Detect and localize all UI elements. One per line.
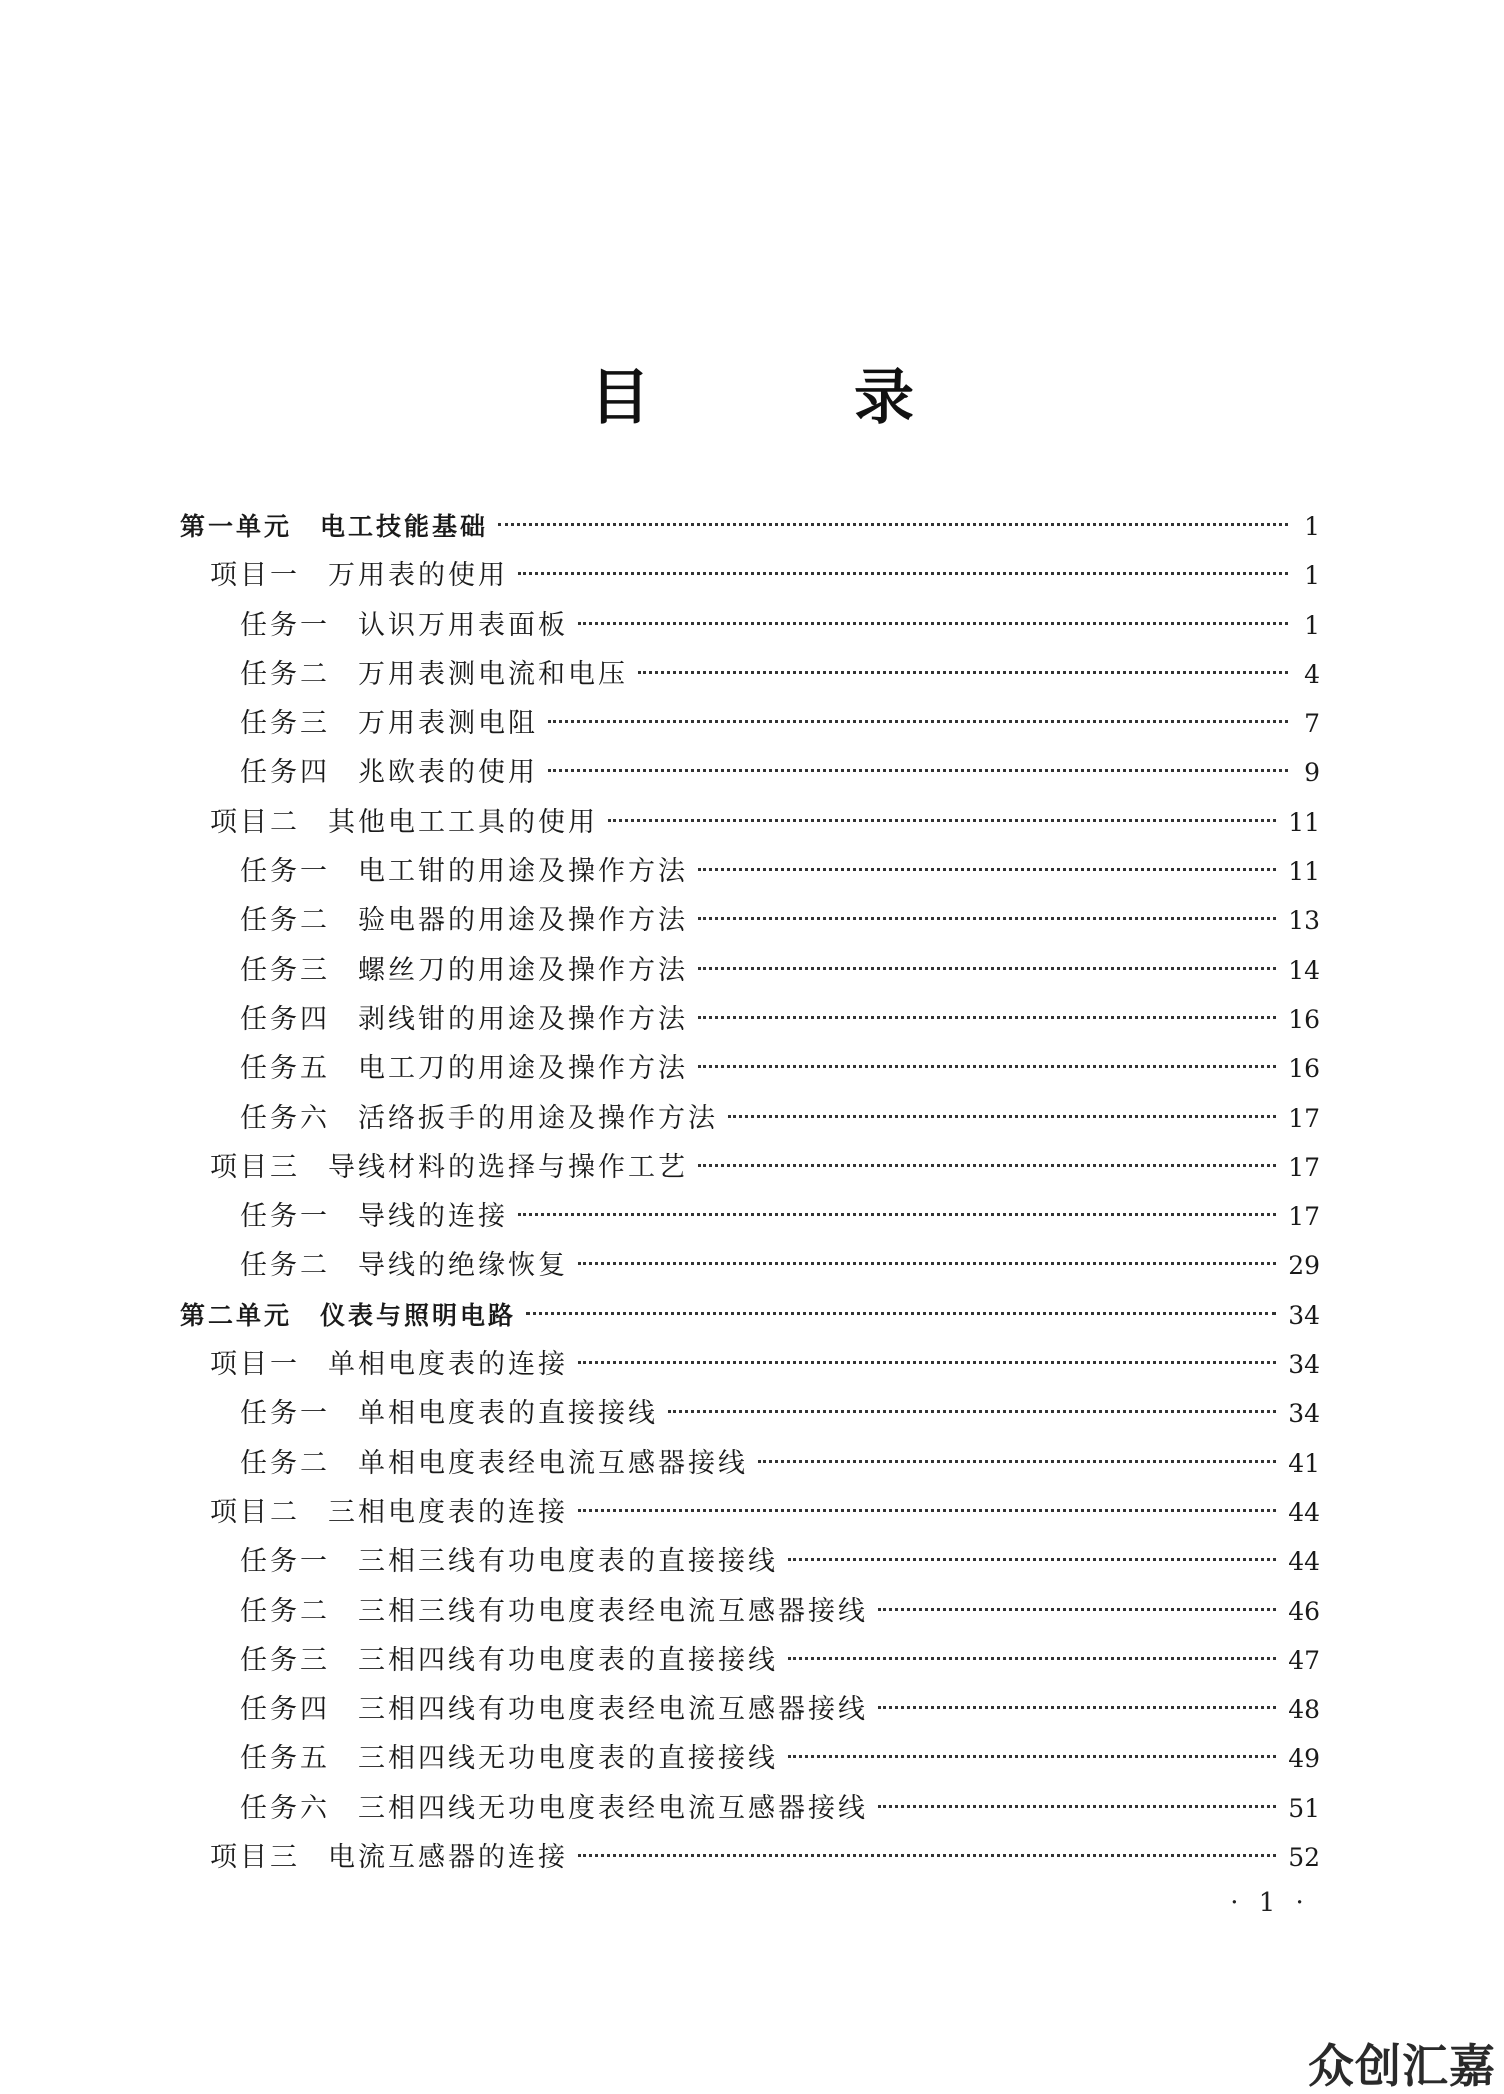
- page-title: 目 录: [590, 363, 986, 434]
- dot-leader: [498, 523, 1288, 526]
- toc-entry-label: 任务一: [240, 1546, 330, 1578]
- dot-leader: [578, 1509, 1276, 1512]
- toc-entry-page: 34: [1288, 1399, 1320, 1429]
- toc-entry-label: 任务二: [240, 905, 330, 937]
- toc-project-row[interactable]: [180, 551, 1320, 600]
- dot-leader: [608, 819, 1276, 822]
- toc-entry-label: 任务四: [240, 1003, 330, 1035]
- toc-entry-title: 兆欧表的使用: [358, 757, 538, 789]
- toc-task-row[interactable]: [180, 1734, 1320, 1783]
- toc-entry-title: 导线的绝缘恢复: [358, 1250, 568, 1282]
- dot-leader: [788, 1657, 1276, 1660]
- toc-entry-label: 任务一: [240, 1201, 330, 1233]
- toc-entry-page: 44: [1288, 1497, 1320, 1527]
- toc-entry-page: 51: [1288, 1793, 1320, 1823]
- toc-entry-label: 项目一: [210, 1349, 300, 1381]
- toc-task-row[interactable]: [180, 1094, 1320, 1143]
- dot-leader: [878, 1805, 1276, 1808]
- toc-entry-page: 29: [1288, 1251, 1320, 1281]
- toc-entry-page: 1: [1304, 610, 1320, 640]
- table-of-contents: [180, 502, 1320, 1882]
- toc-entry-label: 任务三: [240, 1644, 330, 1676]
- toc-entry-title: 单相电度表的连接: [328, 1349, 568, 1381]
- toc-entry-label: 项目一: [210, 560, 300, 592]
- toc-entry-title: 三相三线有功电度表经电流互感器接线: [358, 1595, 868, 1627]
- page-number: · 1 ·: [1230, 1888, 1310, 1918]
- toc-entry-title: 认识万用表面板: [358, 609, 568, 641]
- toc-task-row[interactable]: [180, 995, 1320, 1044]
- toc-entry-label: 任务四: [240, 757, 330, 789]
- toc-entry-title: 剥线钳的用途及操作方法: [358, 1003, 688, 1035]
- toc-entry-page: 17: [1288, 1103, 1320, 1133]
- toc-entry-page: 16: [1288, 1004, 1320, 1034]
- toc-task-row[interactable]: [180, 946, 1320, 995]
- toc-entry-page: 14: [1288, 955, 1320, 985]
- toc-entry-page: 52: [1288, 1843, 1320, 1873]
- toc-entry-title: 三相四线无功电度表经电流互感器接线: [358, 1792, 868, 1824]
- toc-task-row[interactable]: [180, 1587, 1320, 1636]
- toc-entry-title: 单相电度表的直接接线: [358, 1398, 658, 1430]
- toc-entry-title: 螺丝刀的用途及操作方法: [358, 954, 688, 986]
- toc-entry-label: 项目三: [210, 1151, 300, 1183]
- toc-entry-title: 电工钳的用途及操作方法: [358, 856, 688, 888]
- dot-leader: [578, 1854, 1276, 1857]
- toc-entry-title: 三相四线有功电度表经电流互感器接线: [358, 1694, 868, 1726]
- toc-entry-page: 13: [1288, 906, 1320, 936]
- toc-task-row[interactable]: [180, 896, 1320, 945]
- toc-entry-label: 任务三: [240, 954, 330, 986]
- toc-entry-title: 万用表测电流和电压: [358, 658, 628, 690]
- toc-entry-title: 三相三线有功电度表的直接接线: [358, 1546, 778, 1578]
- toc-entry-title: 活络扳手的用途及操作方法: [358, 1102, 718, 1134]
- toc-entry-title: 电工技能基础: [320, 512, 489, 541]
- dot-leader: [698, 1016, 1276, 1019]
- toc-task-row[interactable]: [180, 1241, 1320, 1290]
- toc-entry-title: 仪表与照明电路: [320, 1300, 517, 1330]
- dot-leader: [698, 917, 1276, 920]
- toc-project-row[interactable]: [180, 1488, 1320, 1537]
- toc-entry-page: 34: [1288, 1300, 1320, 1330]
- dot-leader: [518, 572, 1288, 575]
- toc-unit-row[interactable]: [180, 502, 1320, 551]
- toc-task-row[interactable]: [180, 1784, 1320, 1833]
- toc-entry-label: 任务一: [240, 1398, 330, 1430]
- dot-leader: [518, 1213, 1276, 1216]
- toc-project-row[interactable]: [180, 1833, 1320, 1882]
- dot-leader: [638, 671, 1288, 674]
- toc-task-row[interactable]: [180, 847, 1320, 896]
- toc-task-row[interactable]: [180, 1044, 1320, 1093]
- toc-task-row[interactable]: [180, 650, 1320, 699]
- toc-entry-label: 第二单元: [180, 1300, 293, 1330]
- dot-leader: [526, 1312, 1276, 1315]
- toc-entry-page: 44: [1288, 1547, 1320, 1577]
- toc-entry-label: 任务三: [240, 708, 330, 740]
- toc-entry-page: 1: [1304, 512, 1320, 541]
- toc-project-row[interactable]: [180, 1340, 1320, 1389]
- toc-task-row[interactable]: [180, 1389, 1320, 1438]
- dot-leader: [788, 1558, 1276, 1561]
- dot-leader: [728, 1115, 1276, 1118]
- toc-entry-label: 项目二: [210, 1496, 300, 1528]
- toc-entry-page: 16: [1288, 1054, 1320, 1084]
- dot-leader: [878, 1608, 1276, 1611]
- dot-leader: [758, 1460, 1276, 1463]
- toc-entry-title: 三相四线有功电度表的直接接线: [358, 1644, 778, 1676]
- toc-entry-title: 电工刀的用途及操作方法: [358, 1053, 688, 1085]
- toc-entry-title: 万用表的使用: [328, 560, 508, 592]
- toc-entry-page: 11: [1288, 807, 1320, 837]
- toc-entry-page: 7: [1304, 709, 1320, 739]
- toc-entry-page: 46: [1288, 1596, 1320, 1626]
- toc-entry-page: 11: [1288, 857, 1320, 887]
- dot-leader: [668, 1410, 1276, 1413]
- toc-entry-title: 电流互感器的连接: [328, 1842, 568, 1874]
- dot-leader: [578, 1361, 1276, 1364]
- dot-leader: [578, 622, 1288, 625]
- toc-task-row[interactable]: [180, 1636, 1320, 1685]
- toc-entry-label: 任务五: [240, 1053, 330, 1085]
- dot-leader: [698, 868, 1276, 871]
- toc-entry-title: 其他电工工具的使用: [328, 806, 598, 838]
- toc-entry-page: 34: [1288, 1350, 1320, 1380]
- toc-entry-label: 任务六: [240, 1792, 330, 1824]
- toc-entry-label: 任务一: [240, 609, 330, 641]
- toc-task-row[interactable]: [180, 1192, 1320, 1241]
- toc-unit-row[interactable]: [180, 1291, 1320, 1340]
- toc-project-row[interactable]: [180, 798, 1320, 847]
- toc-entry-label: 任务二: [240, 1250, 330, 1282]
- dot-leader: [698, 1164, 1276, 1167]
- toc-entry-page: 17: [1288, 1202, 1320, 1232]
- toc-task-row[interactable]: [180, 601, 1320, 650]
- toc-entry-title: 万用表测电阻: [358, 708, 538, 740]
- toc-task-row[interactable]: [180, 1439, 1320, 1488]
- toc-entry-label: 任务四: [240, 1694, 330, 1726]
- toc-entry-title: 导线的连接: [358, 1201, 508, 1233]
- toc-entry-label: 任务一: [240, 856, 330, 888]
- toc-entry-label: 任务二: [240, 1447, 330, 1479]
- toc-entry-title: 三相电度表的连接: [328, 1496, 568, 1528]
- toc-entry-title: 验电器的用途及操作方法: [358, 905, 688, 937]
- toc-entry-page: 49: [1288, 1744, 1320, 1774]
- toc-entry-label: 任务五: [240, 1743, 330, 1775]
- dot-leader: [548, 720, 1288, 723]
- dot-leader: [788, 1755, 1276, 1758]
- toc-entry-label: 第一单元: [180, 512, 293, 541]
- toc-entry-page: 1: [1304, 561, 1320, 591]
- toc-entry-page: 47: [1288, 1645, 1320, 1675]
- dot-leader: [878, 1706, 1276, 1709]
- toc-entry-page: 48: [1288, 1695, 1320, 1725]
- toc-entry-page: 4: [1304, 659, 1320, 689]
- toc-entry-page: 17: [1288, 1152, 1320, 1182]
- dot-leader: [698, 967, 1276, 970]
- dot-leader: [548, 769, 1288, 772]
- toc-entry-title: 单相电度表经电流互感器接线: [358, 1447, 748, 1479]
- toc-project-row[interactable]: [180, 1143, 1320, 1192]
- toc-entry-label: 项目三: [210, 1842, 300, 1874]
- toc-entry-title: 三相四线无功电度表的直接接线: [358, 1743, 778, 1775]
- toc-entry-label: 项目二: [210, 806, 300, 838]
- toc-entry-page: 9: [1304, 758, 1320, 788]
- toc-entry-page: 41: [1288, 1448, 1320, 1478]
- toc-task-row[interactable]: [180, 1537, 1320, 1586]
- watermark-logo: 众创汇嘉: [1308, 2039, 1496, 2093]
- toc-entry-label: 任务二: [240, 658, 330, 690]
- toc-entry-label: 任务六: [240, 1102, 330, 1134]
- toc-task-row[interactable]: [180, 699, 1320, 748]
- toc-entry-label: 任务二: [240, 1595, 330, 1627]
- toc-task-row[interactable]: [180, 748, 1320, 797]
- toc-entry-title: 导线材料的选择与操作工艺: [328, 1151, 688, 1183]
- toc-task-row[interactable]: [180, 1685, 1320, 1734]
- dot-leader: [698, 1065, 1276, 1068]
- dot-leader: [578, 1262, 1276, 1265]
